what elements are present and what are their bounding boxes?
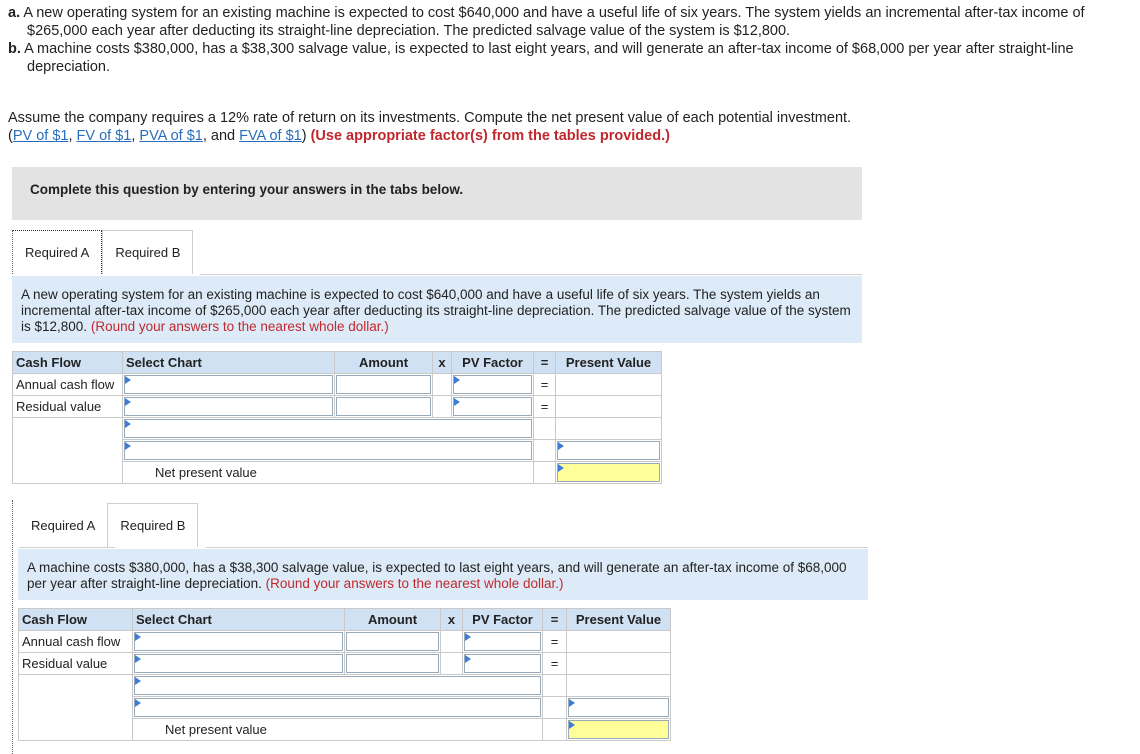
pv-factor-input[interactable] (464, 654, 541, 673)
table-row: Residual value = (13, 396, 662, 418)
present-value-input[interactable] (557, 441, 660, 460)
table-row: Residual value = (19, 653, 671, 675)
table-header: Cash Flow Select Chart Amount x PV Factor = Present Value (19, 609, 671, 631)
present-value-cell (556, 374, 662, 396)
fv-of-1-link[interactable]: FV of $1 (76, 128, 132, 144)
select-chart-dropdown[interactable] (134, 632, 343, 651)
table-header: Cash Flow Select Chart Amount x PV Factor = Present Value (13, 352, 662, 374)
extra-row-input[interactable] (134, 698, 541, 717)
table-row (19, 675, 671, 697)
extra-row-input[interactable] (134, 676, 541, 695)
tabs-section-b (19, 503, 198, 547)
pv-factor-input[interactable] (453, 375, 532, 394)
select-chart-dropdown[interactable] (124, 375, 333, 394)
amount-input[interactable] (346, 632, 439, 651)
table-row (13, 418, 662, 440)
amount-input[interactable] (346, 654, 439, 673)
item-a: a. A new operating system for an existing machine is expected to cost $640,000 and have a useful life of six years. The system yields an incremental after-tax income of $265,000 each year after deducting its straight-line depreciation. The predicted salvage value of the system is $12,800. (8, 5, 1085, 39)
present-value-cell (556, 396, 662, 418)
present-value-cell (567, 653, 671, 675)
pv-factor-input[interactable] (464, 632, 541, 651)
factor-instruction: (Use appropriate factor(s) from the tables provided.) (310, 128, 670, 144)
assumption-text: Assume the company requires a 12% rate of return on its investments. Compute the net present value of each potential investment. (PV of $1, FV of $1, PVA of $1, and FVA of $1) (Use appropriate factor(s) from the tables provided.) (8, 110, 852, 144)
section-b-description: A machine costs $380,000, has a $38,300 salvage value, is expected to last eight years, and will generate an after-tax income of $68,000 per year after straight-line depreciation. (Round your answers to the nearest whole dollar.) (18, 549, 868, 600)
tab-required-a[interactable]: Required A (31, 517, 96, 533)
focus-marker (12, 230, 13, 274)
table-row: Annual cash flow = (19, 631, 671, 653)
net-present-value-input[interactable] (568, 720, 669, 739)
pv-factor-input[interactable] (453, 397, 532, 416)
net-present-value-input[interactable] (557, 463, 660, 482)
present-value-cell (567, 631, 671, 653)
table-row: Net present value (19, 719, 671, 741)
tab-required-a[interactable]: Required A (12, 230, 102, 274)
tab-divider (200, 274, 862, 275)
select-chart-dropdown[interactable] (124, 397, 333, 416)
table-row: Annual cash flow = (13, 374, 662, 396)
focus-marker (12, 500, 13, 754)
pva-of-1-link[interactable]: PVA of $1 (139, 128, 203, 144)
problem-statement (8, 4, 1138, 76)
tab-required-b[interactable]: Required B (107, 503, 198, 547)
tab-required-b[interactable]: Required B (102, 230, 193, 274)
tab-divider (19, 547, 115, 548)
amount-input[interactable] (336, 397, 431, 416)
amount-input[interactable] (336, 375, 431, 394)
fva-of-1-link[interactable]: FVA of $1 (239, 128, 302, 144)
cash-flow-table-b (18, 608, 671, 741)
extra-row-input[interactable] (124, 419, 532, 438)
present-value-input[interactable] (568, 698, 669, 717)
item-b: b. A machine costs $380,000, has a $38,300 salvage value, is expected to last eight years, and will generate an after-tax income of $68,000 per year after straight-line depreciation. (8, 41, 1074, 75)
pv-of-1-link[interactable]: PV of $1 (12, 128, 69, 144)
table-row: Net present value (13, 462, 662, 484)
extra-row-input[interactable] (124, 441, 532, 460)
select-chart-dropdown[interactable] (134, 654, 343, 673)
cash-flow-table-a (12, 351, 662, 484)
section-a-description: A new operating system for an existing machine is expected to cost $640,000 and have a useful life of six years. The system yields an incremental after-tax income of $265,000 each year after deducting its straight-line depreciation. The predicted salvage value of the system is $12,800. (Round your answers to the nearest whole dollar.) (12, 276, 862, 343)
tabs-section-a (12, 230, 193, 274)
tab-divider (206, 547, 868, 548)
instruction-banner: Complete this question by entering your answers in the tabs below. (12, 167, 862, 220)
